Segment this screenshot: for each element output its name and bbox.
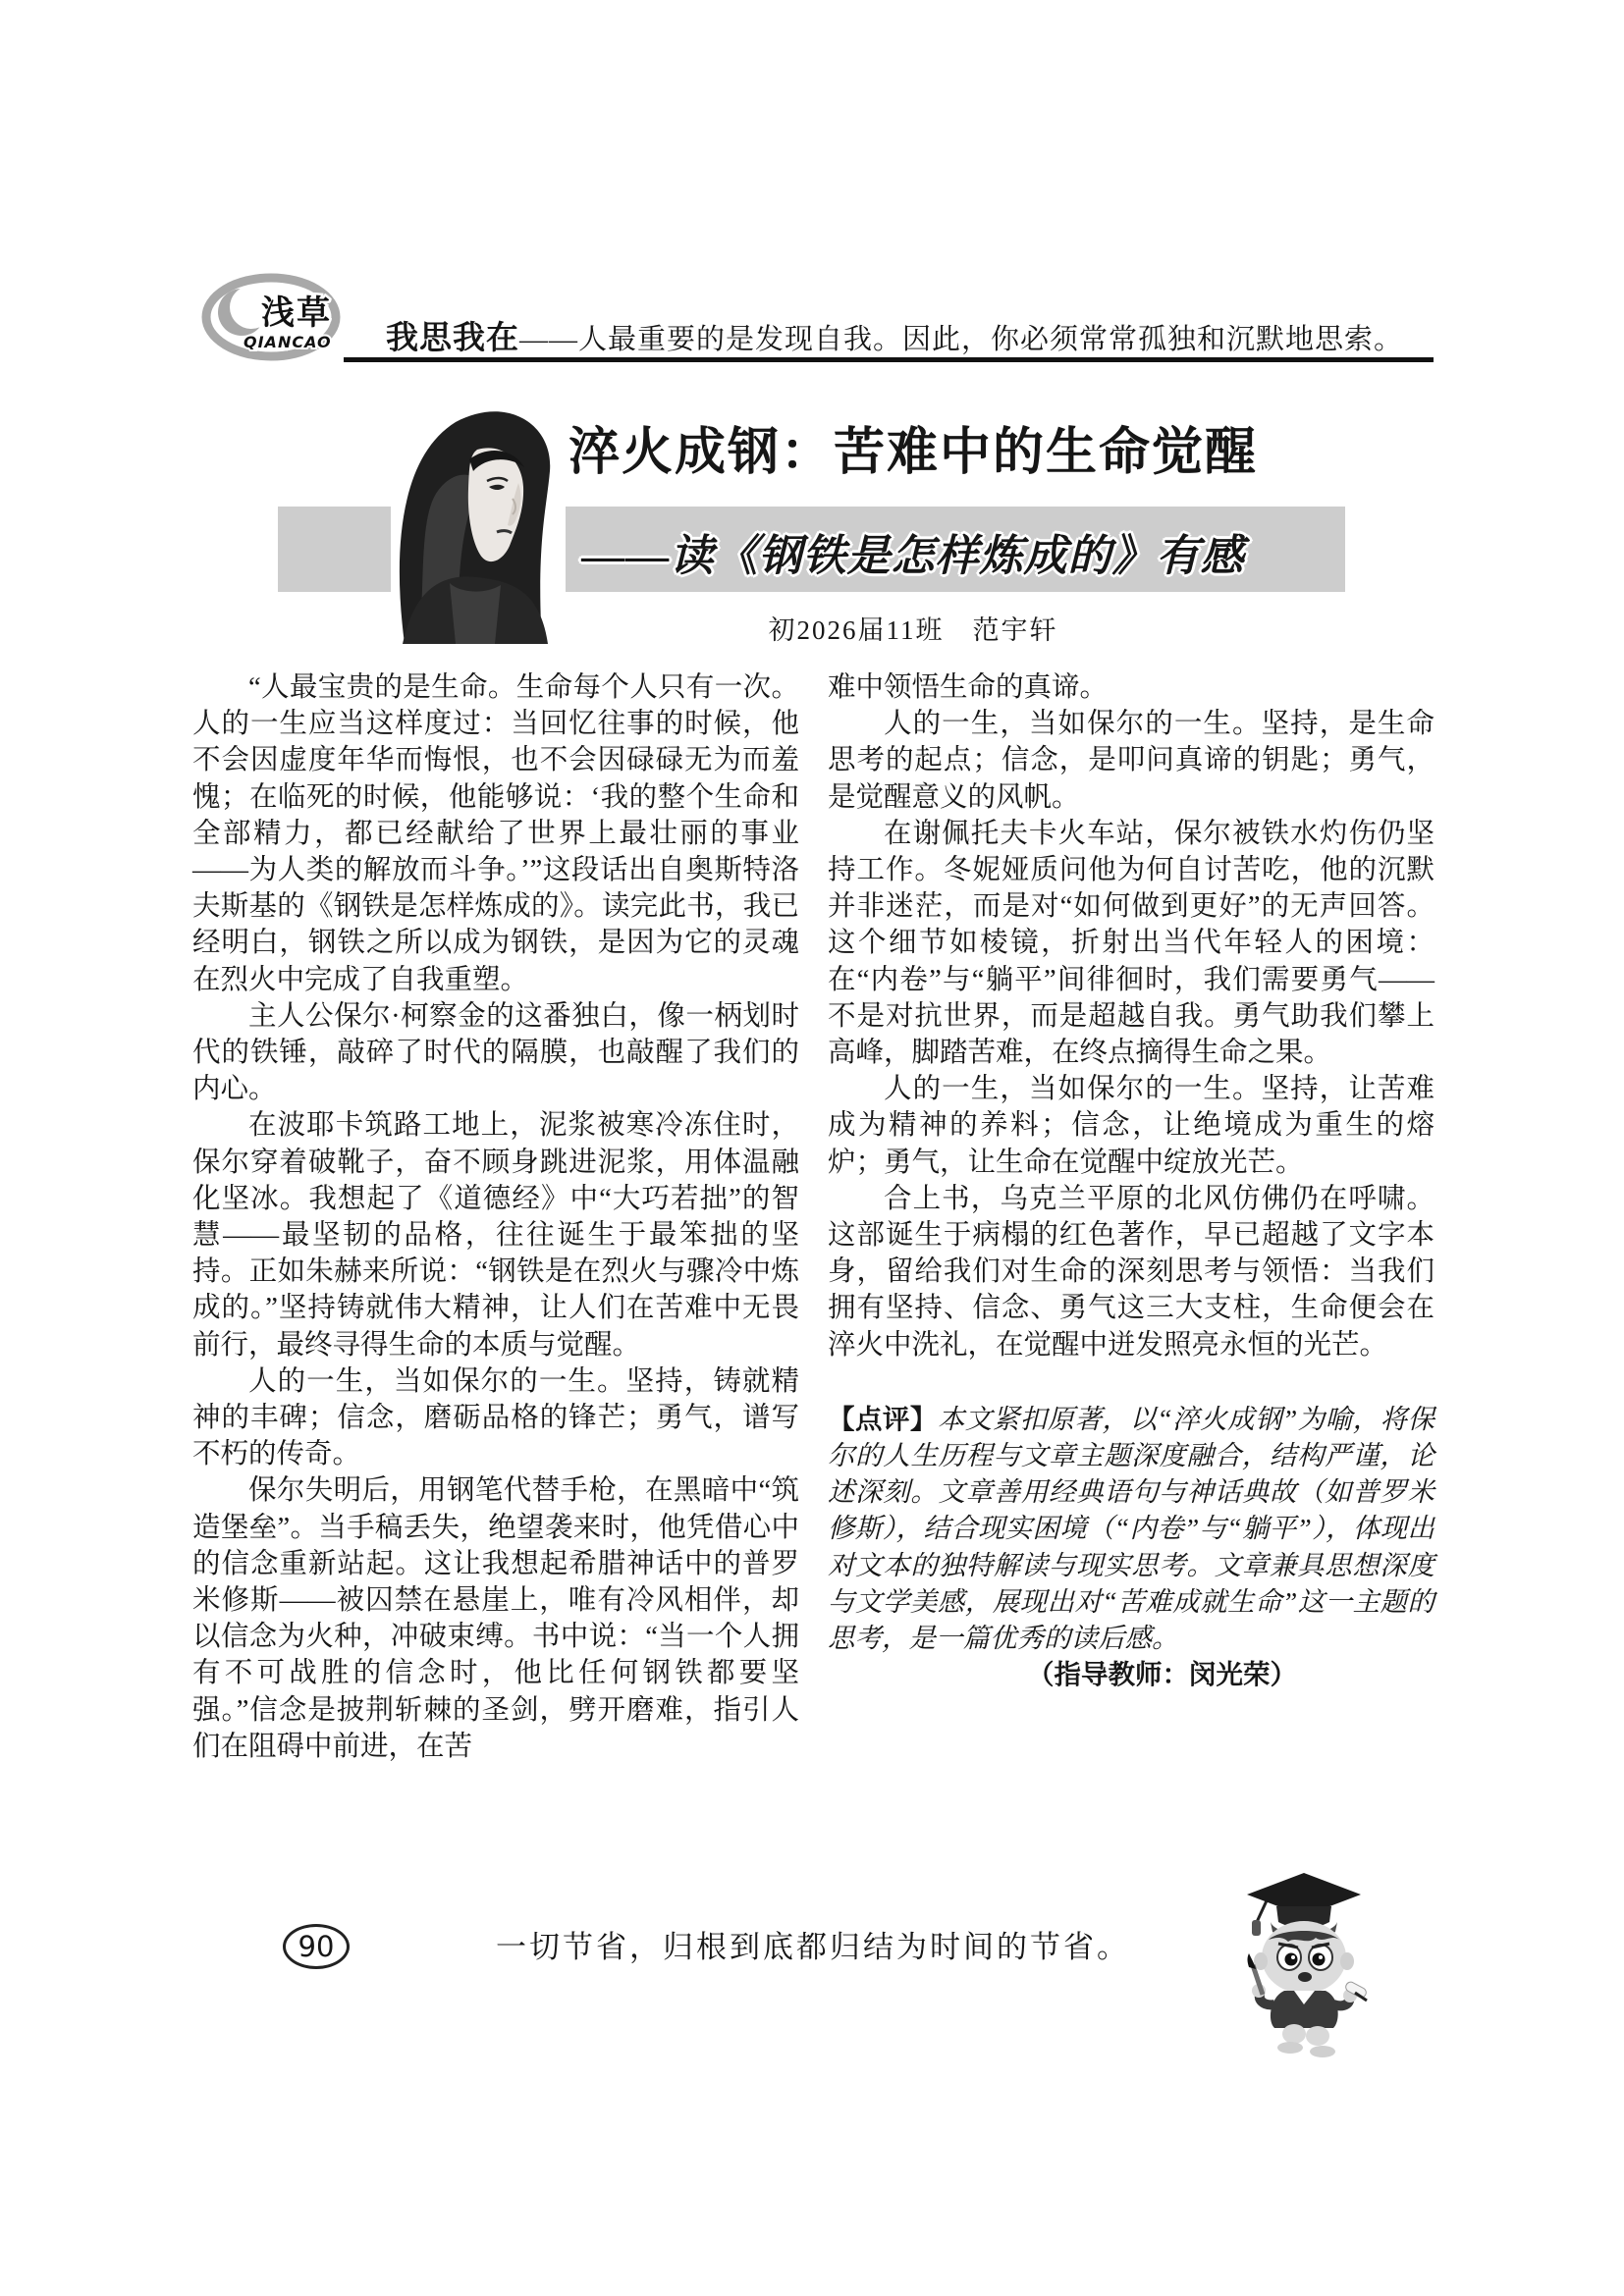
article-subtitle: ——读《钢铁是怎样炼成的》有感 [581,532,1245,580]
teacher-credit: （指导教师：闵光荣） [1027,1659,1297,1690]
paragraph: 在波耶卡筑路工地上，泥浆被寒冷冻住时，保尔穿着破靴子，奋不顾身跳进泥浆，用体温融化坚冰。我想起了《道德经》中“大巧若拙”的智慧——最坚韧的品格，往往诞生于最笨拙的坚持。正如朱赫来所说：“钢铁是在烈火与骤冷中炼成的。”坚持铸就伟大精神，让人们在苦难中无畏前行，最终寻得生命的本质与觉醒。 [192,1110,799,1361]
header-rule [344,357,1434,362]
article-right-column [828,669,1435,1692]
paragraph: 合上书，乌克兰平原的北风仿佛仍在呼啸。这部诞生于病榻的红色著作，早已超越了文字本身，留给我们对生命的深刻思考与领悟：当我们拥有坚持、信念、勇气这三大支柱，生命便会在淬火中洗礼，在觉醒中迸发照亮永恒的光芒。 [828,1183,1435,1361]
qiancao-logo [196,267,350,367]
article-author: 初2026届11班 范宇轩 [768,615,1058,645]
paragraph: 主人公保尔·柯察金的这番独白，像一柄划时代的铁锤，敲碎了时代的隔膜，也敲醒了我们的内心。 [192,1000,799,1105]
svg-text:QIANCAO: QIANCAO [244,333,332,351]
scholar-mascot-image [1229,1867,1377,2063]
paragraph: “人最宝贵的是生命。生命每个人只有一次。人的一生应当这样度过：当回忆往事的时候，他不会因虚度年华而悔恨，也不会因碌碌无为而羞愧；在临死的时候，他能够说：‘我的整个生命和全部精力，都已经献给了世界上最壮丽的事业——为人类的解放而斗争。’”这段话出自奥斯特洛夫斯基的《钢铁是怎样炼成的》。读完此书，我已经明白，钢铁之所以成为钢铁，是因为它的灵魂在烈火中完成了自我重塑。 [192,672,799,995]
paragraph: 在谢佩托夫卡火车站，保尔被铁水灼伤仍坚持工作。冬妮娅质问他为何自讨苦吃，他的沉默并非迷茫，而是对“如何做到更好”的无声回答。这个细节如棱镜，折射出当代年轻人的困境：在“内卷”与“躺平”间徘徊时，我们需要勇气——不是对抗世界，而是超越自我。勇气助我们攀上高峰，脚踏苦难，在终点摘得生命之果。 [828,818,1435,1069]
article-title: 淬火成钢：苦难中的生命觉醒 [568,425,1258,481]
header-slogan-bold: 我思我在 [386,318,519,356]
paragraph: 保尔失明后，用钢笔代替手枪，在黑暗中“筑造堡垒”。当手稿丢失，绝望袭来时，他凭借心中的信念重新站起。这让我想起希腊神话中的普罗米修斯——被囚禁在悬崖上，唯有冷风相伴，却以信念为火种，冲破束缚。书中说：“当一个人拥有不可战胜的信念时，他比任何钢铁都要坚强。”信念是披荆斩棘的圣剑，劈开磨难，指引人们在阻碍中前进，在苦 [192,1475,799,1762]
footer-quote: 一切节省，归根到底都归结为时间的节省。 [496,1930,1130,1964]
paragraph: 人的一生，当如保尔的一生。坚持，让苦难成为精神的养料；信念，让绝境成为重生的熔炉；勇气，让生命在觉醒中绽放光芒。 [828,1074,1435,1178]
comment-body: 本文紧扣原著，以“淬火成钢”为喻，将保尔的人生历程与文章主题深度融合，结构严谨，论述深刻。文章善用经典语句与神话典故（如普罗米修斯），结合现实困境（“内卷”与“躺平”），体现出对文本的独特解读与现实思考。文章兼具思想深度与文学美感，展现出对“苦难成就生命”这一主题的思考，是一篇优秀的读后感。 [828,1403,1435,1654]
paragraph-continuation: 难中领悟生命的真谛。 [828,672,1109,703]
paragraph: 人的一生，当如保尔的一生。坚持，铸就精神的丰碑；信念，磨砺品格的锋芒；勇气，谱写不朽的传奇。 [192,1365,799,1470]
header-slogan [386,312,1436,358]
article-left-column [192,669,799,1765]
header-slogan-rest: ——人最重要的是发现自我。因此，你必须常常孤独和沉默地思索。 [519,324,1404,355]
comment-label: 【点评】 [828,1403,938,1434]
qiancao-logo-graphic [196,267,350,367]
editor-comment [828,1401,1435,1693]
paragraph: 人的一生，当如保尔的一生。坚持，是生命思考的起点；信念，是叩问真谛的钥匙；勇气，是觉醒意义的风帆。 [828,709,1435,813]
page-number-badge: 90 [283,1924,350,1969]
svg-text:浅草: 浅草 [261,294,332,333]
